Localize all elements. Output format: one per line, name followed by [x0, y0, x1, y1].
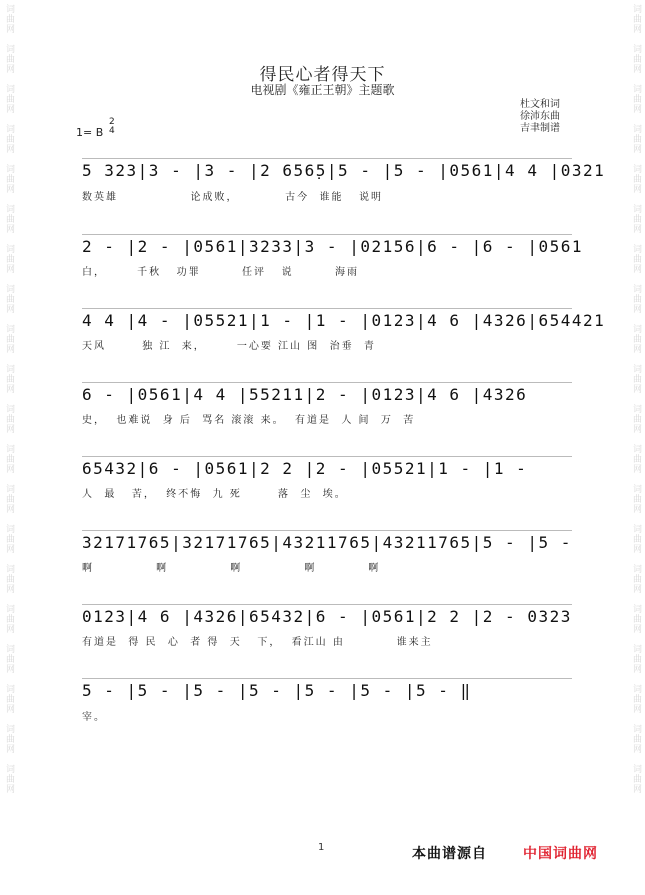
watermark-text: 词曲网	[4, 644, 14, 674]
credits	[520, 99, 560, 135]
notation-line: 6 - |0561|4 4 |55211|2 - |0123|4 6 |4326	[82, 382, 572, 404]
notation-line: 5 323|3 - |3 - |2 656̣5|5 - |5 - |0561|4 4 |0321	[82, 158, 572, 180]
watermark-text: 词曲网	[631, 684, 641, 714]
score-system-4	[82, 382, 572, 414]
watermark-text: 词曲网	[4, 684, 14, 714]
song-title: 得民心者得天下	[259, 65, 386, 85]
watermark-text: 词曲网	[4, 4, 14, 34]
score-system-6	[82, 530, 572, 562]
watermark-text: 词曲网	[4, 604, 14, 634]
watermark-text: 词曲网	[631, 364, 641, 394]
watermark-text: 词曲网	[4, 124, 14, 154]
watermark-text: 词曲网	[4, 524, 14, 554]
watermark-text: 词曲网	[4, 444, 14, 474]
lyrics-line-7: 有道是 得 民 心 者 得 天 下， 看江山 由 谁来主	[82, 637, 433, 648]
watermark-text: 词曲网	[631, 764, 641, 794]
notation-line: 4 4 |4 - |05521|1 - |1 - |0123|4 6 |4326|654421	[82, 308, 572, 330]
notation-line: 32171765|32171765|43211765|43211765|5 - |5 -	[82, 530, 572, 552]
watermark-text: 词曲网	[4, 244, 14, 274]
watermark-text: 词曲网	[4, 84, 14, 114]
watermark-text: 词曲网	[631, 724, 641, 754]
watermark-text: 词曲网	[4, 204, 14, 234]
watermark-text: 词曲网	[631, 44, 641, 74]
lyrics-line-4: 史， 也难说 身 后 骂名 滚滚 来。 有道是 人 间 万 苦	[82, 415, 416, 426]
notation-line: 65432|6 - |0561|2 2 |2 - |05521|1 - |1 -	[82, 456, 572, 478]
song-subtitle: 电视剧《雍正王朝》主题歌	[250, 83, 395, 97]
watermark-text: 词曲网	[4, 164, 14, 194]
lyrics-line-8: 宰。	[82, 712, 106, 723]
watermark-text: 词曲网	[4, 404, 14, 434]
credit-composer: 徐沛东曲	[520, 111, 560, 122]
score-system-3	[82, 308, 606, 340]
watermark-text: 词曲网	[631, 564, 641, 594]
watermark-text: 词曲网	[4, 44, 14, 74]
watermark-text: 词曲网	[4, 764, 14, 794]
watermark-text: 词曲网	[4, 284, 14, 314]
brand-link[interactable]: 中国词曲网	[523, 846, 598, 862]
watermark-text: 词曲网	[4, 724, 14, 754]
watermark-text: 词曲网	[631, 604, 641, 634]
lyrics-line-3: 天风 独 江 来， 一心要 江山 图 治垂 青	[82, 341, 376, 352]
watermark-text: 词曲网	[631, 284, 641, 314]
watermark-text: 词曲网	[631, 164, 641, 194]
time-signature-top: 2	[109, 117, 115, 127]
watermark-text: 词曲网	[631, 524, 641, 554]
time-signature-bottom: 4	[109, 126, 115, 136]
watermark-text: 词曲网	[631, 404, 641, 434]
page-number: 1	[318, 842, 325, 853]
score-system-8	[82, 678, 572, 710]
notation-line: 0123|4 6 |4326|65432|6 - |0561|2 2 |2 - 0323	[82, 604, 572, 626]
lyrics-line-1: 数英雄 论成败， 古今 谁能 说明	[82, 192, 384, 203]
lyrics-line-5: 人 最 苦， 终不悔 九 死 落 尘 埃。	[82, 489, 347, 500]
credit-transcriber: 吉聿制谱	[520, 123, 560, 134]
source-label: 本曲谱源自	[412, 846, 487, 862]
watermark-text: 词曲网	[4, 364, 14, 394]
lyrics-line-6: 啊 啊 啊 啊 啊	[82, 563, 381, 574]
lyrics-line-2: 白， 千秋 功罪 任评 说 海雨	[82, 267, 360, 278]
watermark-text: 词曲网	[631, 204, 641, 234]
watermark-right	[627, 0, 645, 895]
watermark-text: 词曲网	[4, 564, 14, 594]
time-signature	[109, 118, 115, 136]
credit-lyricist: 杜文和词	[520, 99, 560, 110]
watermark-text: 词曲网	[631, 444, 641, 474]
score-system-1	[82, 158, 606, 190]
watermark-text: 词曲网	[631, 644, 641, 674]
watermark-text: 词曲网	[4, 484, 14, 514]
notation-line: 2 - |2 - |0561|3233|3 - |02156|6 - |6 - |0561	[82, 234, 572, 256]
notation-line: 5 - |5 - |5 - |5 - |5 - |5 - |5 - ‖	[82, 678, 572, 700]
watermark-left	[0, 0, 18, 895]
watermark-text: 词曲网	[631, 4, 641, 34]
watermark-text: 词曲网	[631, 244, 641, 274]
score-system-7	[82, 604, 572, 636]
watermark-text: 词曲网	[631, 484, 641, 514]
watermark-text: 词曲网	[631, 324, 641, 354]
watermark-text: 词曲网	[631, 84, 641, 114]
score-system-5	[82, 456, 572, 488]
watermark-text: 词曲网	[4, 324, 14, 354]
key-signature: 1= B	[76, 126, 104, 139]
score-system-2	[82, 234, 583, 266]
watermark-text: 词曲网	[631, 124, 641, 154]
